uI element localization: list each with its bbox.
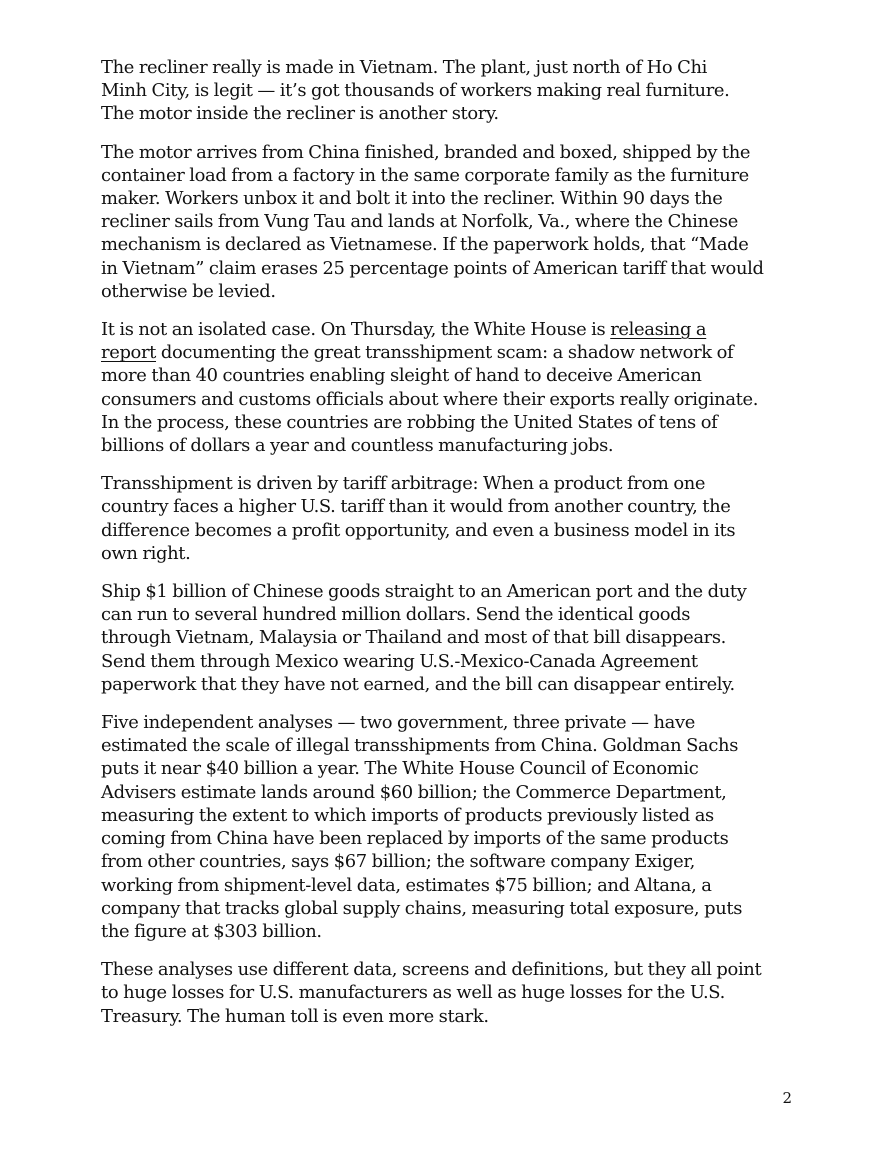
paragraph-4 <box>101 472 801 565</box>
paragraph-1 <box>101 56 801 126</box>
text-line <box>101 341 801 364</box>
paragraph-5 <box>101 580 801 696</box>
text-line: measuring the extent to which imports of products previously listed as <box>101 804 714 826</box>
text-line: The motor arrives from China finished, branded and boxed, shipped by the <box>101 141 751 163</box>
text-run: It is not an isolated case. On Thursday, the White House is <box>101 319 611 341</box>
text-line <box>101 318 801 341</box>
releasing-a-report-link[interactable]: releasing a <box>610 319 707 341</box>
text-line: Send them through Mexico wearing U.S.-Mexico-Canada Agreement <box>101 650 698 672</box>
text-line: billions of dollars a year and countless manufacturing jobs. <box>101 435 614 457</box>
text-line: The recliner really is made in Vietnam. The plant, just north of Ho Chi <box>101 57 707 78</box>
article-body <box>101 56 801 1043</box>
text-line: Advisers estimate lands around $60 billion; the Commerce Department, <box>101 781 727 803</box>
text-line: more than 40 countries enabling sleight of hand to deceive American <box>101 365 702 387</box>
paragraph-6 <box>101 711 801 943</box>
releasing-a-report-link-continued[interactable]: report <box>101 342 157 364</box>
text-line: the figure at $303 billion. <box>101 920 322 942</box>
text-line: estimated the scale of illegal transshipments from China. Goldman Sachs <box>101 735 739 757</box>
text-line: to huge losses for U.S. manufacturers as well as huge losses for the U.S. <box>101 982 725 1004</box>
text-line: maker. Workers unbox it and bolt it into the recliner. Within 90 days the <box>101 188 723 210</box>
text-line: through Vietnam, Malaysia or Thailand and most of that bill disappears. <box>101 627 727 649</box>
text-line: otherwise be levied. <box>101 280 276 302</box>
text-run: documenting the great transshipment scam: a shadow network of <box>156 342 734 364</box>
text-line: paperwork that they have not earned, and the bill can disappear entirely. <box>101 673 735 695</box>
text-line: from other countries, says $67 billion; the software company Exiger, <box>101 851 695 873</box>
text-line: In the process, these countries are robbing the United States of tens of <box>101 411 718 433</box>
text-line: own right. <box>101 542 191 564</box>
text-line: These analyses use different data, screens and definitions, but they all point <box>101 959 762 981</box>
text-line: coming from China have been replaced by imports of the same products <box>101 828 729 850</box>
text-line: Transshipment is driven by tariff arbitrage: When a product from one <box>101 473 706 495</box>
text-line: Minh City, is legit — it’s got thousands of workers making real furniture. <box>101 80 730 102</box>
text-line: country faces a higher U.S. tariff than it would from another country, the <box>101 496 731 518</box>
paragraph-7 <box>101 958 801 1028</box>
paragraph-3 <box>101 318 801 457</box>
text-line: mechanism is declared as Vietnamese. If the paperwork holds, that “Made <box>101 234 749 256</box>
text-line: Five independent analyses — two government, three private — have <box>101 712 695 734</box>
text-line: Treasury. The human toll is even more stark. <box>101 1005 489 1027</box>
text-line: consumers and customs officials about where their exports really originate. <box>101 388 759 410</box>
text-line: working from shipment-level data, estimates $75 billion; and Altana, a <box>101 874 712 896</box>
text-line: recliner sails from Vung Tau and lands at Norfolk, Va., where the Chinese <box>101 211 738 233</box>
text-line: Ship $1 billion of Chinese goods straight to an American port and the duty <box>101 581 747 603</box>
text-line: company that tracks global supply chains, measuring total exposure, puts <box>101 897 743 919</box>
text-line: puts it near $40 billion a year. The White House Council of Economic <box>101 758 699 780</box>
text-line: can run to several hundred million dollars. Send the identical goods <box>101 604 691 626</box>
paragraph-2 <box>101 141 801 303</box>
page-number: 2 <box>782 1089 792 1107</box>
text-line: difference becomes a profit opportunity, and even a business model in its <box>101 519 736 541</box>
text-line: The motor inside the recliner is another story. <box>101 103 499 125</box>
text-line: container load from a factory in the same corporate family as the furniture <box>101 164 749 186</box>
text-line: in Vietnam” claim erases 25 percentage points of American tariff that would <box>101 257 764 279</box>
